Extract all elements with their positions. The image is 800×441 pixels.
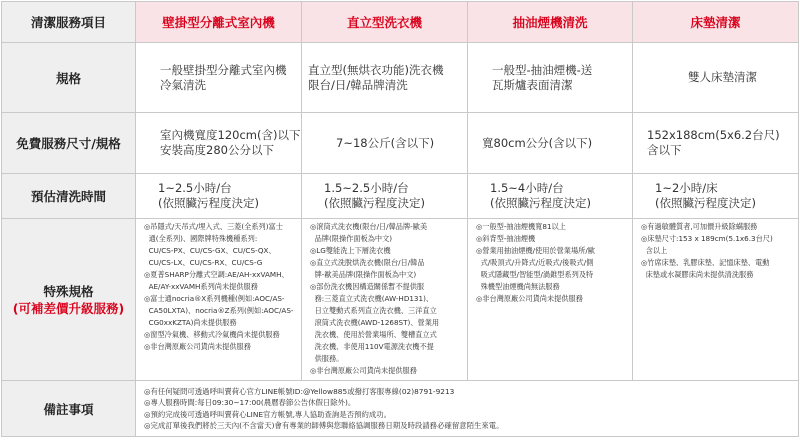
special-cell-mattress	[633, 219, 799, 381]
column-title-aircon: 壁掛型分離式室內機	[136, 2, 302, 43]
table-row-spec	[2, 43, 799, 113]
special-sublabel: (可補差價升級服務)	[12, 300, 125, 316]
special-text: ◎吊隱式/天吊式/埋入式、三菱(全系列)富士 通(全系列)、國際牌特殊機種系列: CU/CS-PX、CU/CS-GX、CU/CS-QX、 CU/CS-LX、CU/CS-RX、CU/CS-G ◎夏普SHARP分離式空調:AE/AH-xxVAMH、 AE/AY-xxVAMH系列尚未提供服務 ◎富士通nocria®X系列機種(例如:AOC/AS- CA50LXTA)、nocria®Z系列(例如:AOC/AS- CG0xxKZTA)尚未提供服務 ◎窗型冷氣機、移動式冷氣機尚未提供服務 ◎非台灣原廠公司貨尚未提供服務	[144, 222, 294, 351]
spec-cell-range-hood	[468, 43, 633, 113]
spec-text: 直立型(無烘衣功能)洗衣機 限台/日/韓品牌清洗	[308, 62, 444, 92]
column-title-washer: 直立型洗衣機	[302, 2, 468, 43]
size-cell-washer	[302, 113, 468, 174]
row-label-size: 免費服務尺寸/規格	[2, 113, 136, 174]
table-row-size	[2, 113, 799, 174]
special-text: ◎滾筒式洗衣機(限台/日/韓品牌-歐美 品牌(限操作面板為中文) ◎LG雙能洗上下層洗衣機 ◎直立式洗脫烘洗衣機(限台/日/韓品 牌-歐美品牌(限操作面板為中文) ◎部份洗衣機因構造關係暫不提供服 務:三菱直立式洗衣機(AW-HD131)、 日立雙動式系列直立洗衣機、三洋直立 滾筒式洗衣機(AWD-1268ST)、營業用 洗衣機、使用於營業場所、雙槽直立式 洗衣機、非使用110V電源洗衣機不提 供服務。 ◎非台灣原廠公司貨尚未提供服務	[310, 222, 440, 375]
time-cell-aircon	[136, 174, 302, 219]
row-label-special	[2, 219, 136, 381]
size-text: 152x188cm(5x6.2台尺) 含以下	[647, 128, 780, 157]
table-header-row	[2, 2, 799, 43]
size-text: 7~18公斤(含以下)	[336, 135, 435, 150]
note-line: ◎預約完成後可透過呼叫賣荷心LINE官方帳號,專人協助查詢是否預約成功。	[144, 409, 392, 419]
time-text: 1~2.5小時/台 (依照臟污程度決定)	[158, 181, 259, 210]
special-cell-aircon	[136, 219, 302, 381]
time-text: 1~2小時/床 (依照臟污程度決定)	[655, 181, 756, 210]
time-text: 1.5~2.5小時/台 (依照臟污程度決定)	[324, 181, 425, 210]
special-label: 特殊規格	[43, 283, 94, 299]
note-line: ◎有任何疑問可透過呼叫賣荷心官方LINE帳號ID:@Yellow885或撥打客服專線(02)8791-9213	[144, 386, 455, 396]
header-label: 清潔服務項目	[2, 2, 136, 43]
table-row-special	[2, 219, 799, 381]
time-cell-mattress	[633, 174, 799, 219]
size-text: 寬80cm公分(含以下)	[482, 135, 593, 150]
size-cell-aircon	[136, 113, 302, 174]
row-label-time: 預估清洗時間	[2, 174, 136, 219]
spec-cell-mattress	[633, 43, 799, 113]
size-text: 室內機寬度120cm(含)以下 安裝高度280公分以下	[160, 128, 301, 157]
table-row-notes	[2, 381, 799, 437]
size-cell-mattress	[633, 113, 799, 174]
spec-text: 雙人床墊清潔	[688, 70, 757, 84]
table-row-time	[2, 174, 799, 219]
special-text: ◎有過敏體質者,可加價升級除螨服務 ◎床墊尺寸:153 x 189cm(5.1x6.3台尺) 含以上 ◎竹席床墊、乳膠床墊、記憶床墊、電動 床墊或水凝膠床尚未提供清洗服務	[641, 222, 773, 279]
spec-text: 一般型-抽油煙機-送 瓦斯爐表面清潔	[492, 62, 593, 92]
special-cell-range-hood	[468, 219, 633, 381]
spec-cell-washer	[302, 43, 468, 113]
special-cell-washer	[302, 219, 468, 381]
row-label-notes: 備註事項	[2, 381, 136, 437]
note-line: ◎完成訂單後我們將於三天內(不含當天)會有專業的師傅與您聯絡協調服務日期及時段請務必確留意陌生來電。	[144, 421, 504, 430]
time-text: 1.5~4小時/台 (依照臟污程度決定)	[490, 181, 591, 210]
time-cell-washer	[302, 174, 468, 219]
spec-cell-aircon	[136, 43, 302, 113]
row-label-spec: 規格	[2, 43, 136, 113]
service-comparison-table	[1, 1, 799, 437]
notes-cell	[136, 381, 799, 437]
spec-text: 一般壁掛型分離式室內機 冷氣清洗	[160, 62, 287, 92]
note-line: ◎專人服務時間:每日09:30~17:00(農曆春節公告休假日除外)。	[144, 398, 356, 407]
size-cell-range-hood	[468, 113, 633, 174]
special-text: ◎一般型-抽油煙機寬81以上 ◎斜背型-抽油煙機 ◎營業用抽油煙機/使用於營業場所/歐 式/吸頂式/升降式/近吸式/後吸式/側 吸式隱藏型/智能型/渦錐型系列及特 殊機型油煙機尚無法服務 ◎非台灣原廠公司貨尚未提供服務	[476, 222, 595, 303]
column-title-mattress: 床墊清潔	[633, 2, 799, 43]
column-title-range-hood: 抽油煙機清洗	[468, 2, 633, 43]
time-cell-range-hood	[468, 174, 633, 219]
